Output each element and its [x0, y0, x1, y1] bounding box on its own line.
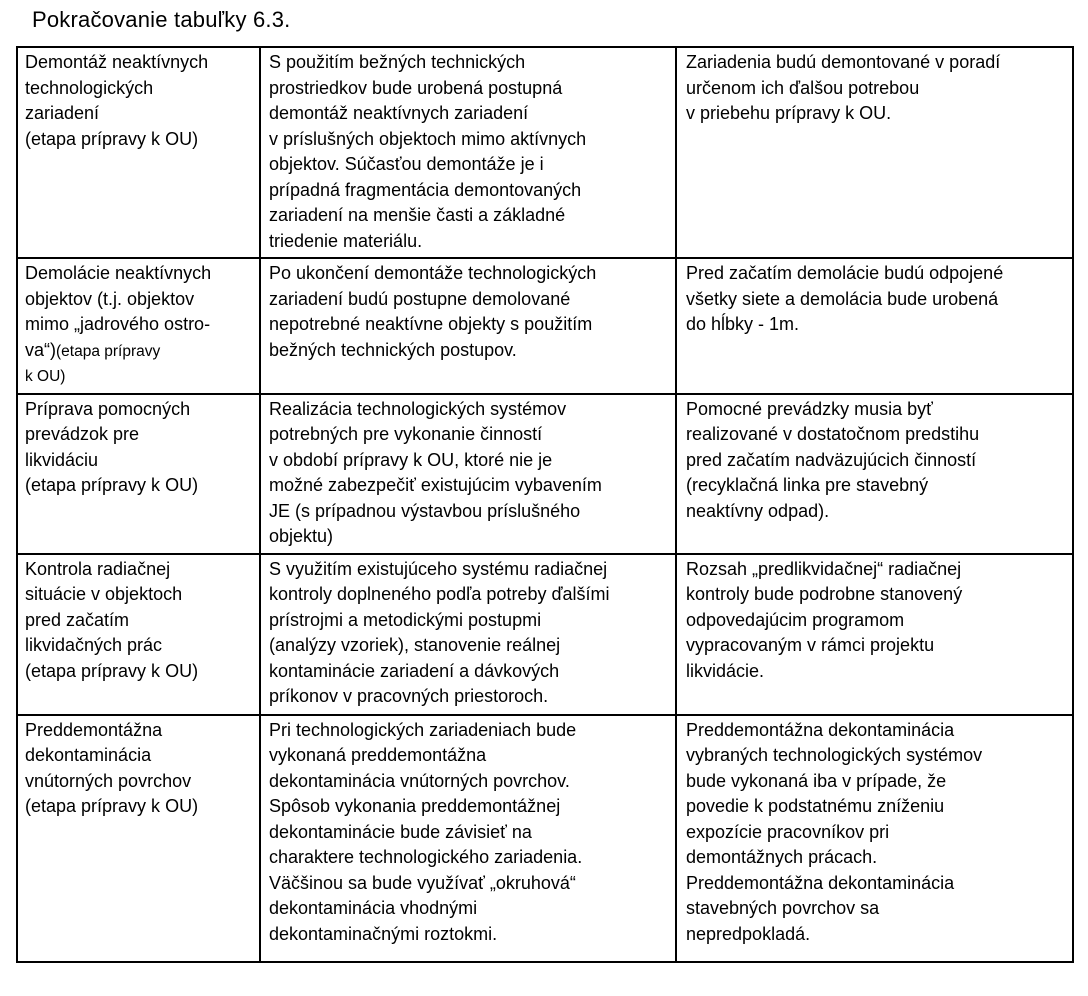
note-cell: [676, 258, 1073, 394]
cell-line: dekontaminácia vnútorných povrchov.: [269, 770, 570, 791]
activity-cell: [17, 554, 260, 715]
cell-line: situácie v objektoch: [25, 584, 183, 604]
cell-line: zariadení budú postupne demolované: [269, 288, 571, 309]
cell-line: v období prípravy k OU, ktoré nie je: [269, 449, 553, 470]
cell-line: objektu): [269, 526, 334, 546]
method-cell: [260, 715, 676, 962]
cell-line: kontroly doplneného podľa potreby ďalšími: [269, 584, 610, 604]
cell-line: JE (s prípadnou výstavbou príslušného: [269, 500, 581, 521]
cell-line: dekontaminácia: [25, 745, 152, 765]
table-row: [17, 394, 1073, 554]
cell-line: nepredpokladá.: [686, 923, 811, 944]
cell-line: Spôsob vykonania preddemontážnej: [269, 796, 561, 816]
cell-line: prostriedkov bude urobená postupná: [269, 77, 563, 98]
cell-line: zariadení: [25, 103, 100, 123]
activity-cell: [17, 394, 260, 554]
table-row: [17, 554, 1073, 715]
cell-line: vykonaná preddemontážna: [269, 745, 487, 765]
cell-line: likvidáciu: [25, 449, 99, 470]
table-row: [17, 258, 1073, 394]
cell-line: (etapa prípravy k OU): [25, 475, 199, 495]
cell-line: triedenie materiálu.: [269, 230, 423, 251]
activity-cell: [17, 258, 260, 394]
cell-line: demontáž neaktívnych zariadení: [269, 103, 529, 123]
note-cell: [676, 715, 1073, 962]
cell-line: prípadná fragmentácia demontovaných: [269, 179, 582, 200]
cell-line: S použitím bežných technických: [269, 52, 526, 72]
cell-line: neaktívny odpad).: [686, 500, 830, 521]
cell-line: Príprava pomocných: [25, 398, 191, 419]
cell-line: Preddemontážna: [25, 719, 163, 740]
method-cell: [260, 258, 676, 394]
cell-line: Rozsah „predlikvidačnej“ radiačnej: [686, 558, 962, 579]
method-cell: [260, 554, 676, 715]
method-cell: [260, 47, 676, 258]
cell-line: bude vykonaná iba v prípade, že: [686, 770, 947, 791]
cell-line: dekontaminačnými roztokmi.: [269, 923, 498, 944]
cell-line: v priebehu prípravy k OU.: [686, 103, 892, 123]
cell-line: určenom ich ďalšou potrebou: [686, 77, 920, 98]
cell-line: vybraných technologických systémov: [686, 745, 983, 765]
method-cell: [260, 394, 676, 554]
cell-line: Pred začatím demolácie budú odpojené: [686, 263, 1004, 283]
cell-line: možné zabezpečiť existujúcim vybavením: [269, 475, 602, 495]
cell-line: stavebných povrchov sa: [686, 898, 880, 918]
cell-line: (etapa prípravy k OU): [25, 660, 199, 681]
cell-line: všetky siete a demolácia bude urobená: [686, 288, 999, 309]
cell-line: Kontrola radiačnej: [25, 558, 171, 579]
cell-line: [25, 338, 253, 365]
cell-text: va“): [25, 339, 56, 360]
table-row: [17, 715, 1073, 962]
cell-line: vypracovaným v rámci projektu: [686, 635, 935, 655]
cell-line: objektov (t.j. objektov: [25, 288, 195, 309]
cell-line: Preddemontážna dekontaminácia: [686, 872, 955, 893]
cell-line: vnútorných povrchov: [25, 770, 192, 791]
cell-line: v príslušných objektoch mimo aktívnych: [269, 128, 587, 149]
cell-line: zariadení na menšie časti a základné: [269, 205, 566, 225]
cell-line: bežných technických postupov.: [269, 339, 517, 360]
cell-line: Väčšinou sa bude využívať „okruhová“: [269, 872, 576, 893]
cell-line: kontaminácie zariadení a dávkových: [269, 660, 560, 681]
cell-line: do hĺbky - 1m.: [686, 314, 800, 334]
cell-line: k OU): [25, 368, 66, 385]
cell-line: (recyklačná linka pre stavebný: [686, 475, 929, 495]
cell-line: Demontáž neaktívnych: [25, 52, 209, 72]
table-row: [17, 47, 1073, 258]
note-cell: [676, 47, 1073, 258]
activity-cell: [17, 715, 260, 962]
cell-line: (etapa prípravy k OU): [25, 796, 199, 816]
cell-line: Pri technologických zariadeniach bude: [269, 719, 577, 740]
cell-line: pred začatím: [25, 609, 130, 630]
cell-line: potrebných pre vykonanie činností: [269, 424, 543, 444]
cell-line: (etapa prípravy k OU): [25, 128, 199, 149]
cell-line: charaktere technologického zariadenia.: [269, 847, 583, 867]
cell-text-small: (etapa prípravy: [56, 342, 161, 360]
cell-line: dekontaminácia vhodnými: [269, 898, 478, 918]
cell-line: Preddemontážna dekontaminácia: [686, 719, 955, 740]
cell-line: prístrojmi a metodickými postupmi: [269, 609, 542, 630]
cell-line: S využitím existujúceho systému radiačnej: [269, 558, 608, 579]
cell-line: príkonov v pracovných priestoroch.: [269, 686, 549, 706]
cell-line: prevádzok pre: [25, 424, 140, 444]
cell-line: (analýzy vzoriek), stanovenie reálnej: [269, 635, 561, 655]
note-cell: [676, 554, 1073, 715]
cell-line: demontážnych prácach.: [686, 847, 878, 867]
cell-line: realizované v dostatočnom predstihu: [686, 424, 980, 444]
cell-line: odpovedajúcim programom: [686, 609, 905, 630]
cell-line: pred začatím nadväzujúcich činností: [686, 449, 977, 470]
cell-line: technologických: [25, 77, 154, 98]
cell-line: mimo „jadrového ostro-: [25, 314, 211, 334]
cell-line: objektov. Súčasťou demontáže je i: [269, 154, 544, 174]
cell-line: Demolácie neaktívnych: [25, 263, 212, 283]
table-caption: Pokračovanie tabuľky 6.3.: [32, 7, 291, 32]
note-cell: [676, 394, 1073, 554]
decommissioning-table: [16, 46, 1074, 963]
cell-line: Realizácia technologických systémov: [269, 398, 567, 419]
cell-line: Po ukončení demontáže technologických: [269, 263, 597, 283]
cell-line: povedie k podstatnému zníženiu: [686, 796, 945, 816]
cell-line: kontroly bude podrobne stanovený: [686, 584, 963, 604]
cell-line: Zariadenia budú demontované v poradí: [686, 52, 1001, 72]
cell-line: expozície pracovníkov pri: [686, 821, 890, 842]
cell-line: nepotrebné neaktívne objekty s použitím: [269, 314, 593, 334]
cell-line: likvidačných prác: [25, 635, 163, 655]
cell-line: Pomocné prevádzky musia byť: [686, 398, 933, 419]
cell-line: dekontaminácie bude závisieť na: [269, 821, 532, 842]
activity-cell: [17, 47, 260, 258]
cell-line: likvidácie.: [686, 660, 765, 681]
